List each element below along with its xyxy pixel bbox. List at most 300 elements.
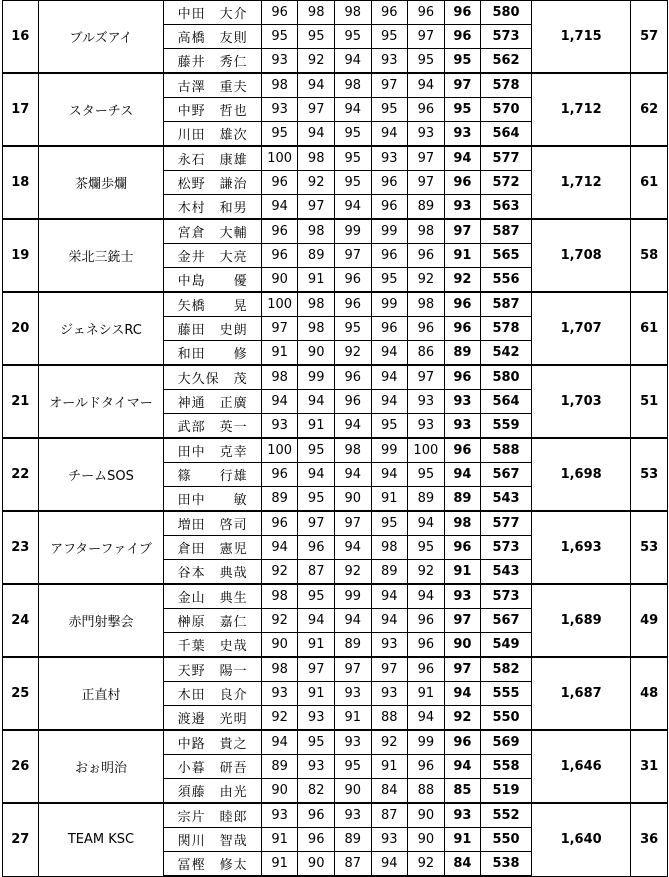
- shooter-total: 582: [481, 657, 532, 682]
- team-name: オールドタイマー: [38, 365, 164, 438]
- series-score: 93: [371, 49, 408, 74]
- series-score: 94: [261, 195, 298, 220]
- shooter-name: 小暮 研吾: [164, 755, 261, 779]
- shooter-name: 松野 謙治: [164, 171, 261, 195]
- series-score: 93: [261, 98, 298, 122]
- series-score: 91: [261, 852, 298, 877]
- table-row: [3, 219, 668, 244]
- series-score: 90: [298, 341, 335, 366]
- shooter-name: 藤田 史朗: [164, 317, 261, 341]
- series-score: 98: [334, 438, 371, 463]
- shooter-name: 田中 敏: [164, 487, 261, 512]
- team-rank: 18: [3, 146, 39, 219]
- shooter-total: 564: [481, 122, 532, 147]
- table-row: [3, 438, 668, 463]
- series-score: 96: [334, 268, 371, 293]
- shooter-name: 木田 良介: [164, 682, 261, 706]
- series-score: 100: [261, 292, 298, 317]
- table-row: [3, 730, 668, 755]
- series-score: 93: [334, 682, 371, 706]
- team-name: スターチス: [38, 73, 164, 146]
- series-score: 97: [408, 171, 445, 195]
- table-row: [3, 803, 668, 828]
- team-rank: 23: [3, 511, 39, 584]
- inner-ten-count: 62: [631, 73, 668, 146]
- table-row: [3, 73, 668, 98]
- series-score: 99: [334, 219, 371, 244]
- series-score: 95: [371, 511, 408, 536]
- series-score: 95: [371, 98, 408, 122]
- series-score: 93: [298, 755, 335, 779]
- series-score: 96: [334, 365, 371, 390]
- series-score: 90: [298, 852, 335, 877]
- final-series-score: 97: [444, 657, 481, 682]
- series-score: 95: [408, 463, 445, 487]
- series-score: 95: [334, 25, 371, 49]
- final-series-score: 91: [444, 560, 481, 585]
- series-score: 96: [261, 511, 298, 536]
- series-score: 84: [371, 779, 408, 804]
- series-score: 97: [408, 365, 445, 390]
- final-series-score: 93: [444, 122, 481, 147]
- series-score: 92: [408, 268, 445, 293]
- shooter-total: 587: [481, 219, 532, 244]
- series-score: 93: [371, 828, 408, 852]
- shooter-total: 519: [481, 779, 532, 804]
- final-series-score: 96: [444, 365, 481, 390]
- shooter-total: 562: [481, 49, 532, 74]
- shooter-name: 関川 智哉: [164, 828, 261, 852]
- shooter-total: 580: [481, 0, 532, 25]
- series-score: 97: [334, 511, 371, 536]
- series-score: 96: [334, 390, 371, 414]
- series-score: 93: [334, 730, 371, 755]
- series-score: 94: [298, 463, 335, 487]
- shooter-total: 556: [481, 268, 532, 293]
- series-score: 94: [334, 463, 371, 487]
- series-score: 94: [334, 195, 371, 220]
- team-name: TEAM KSC: [38, 803, 164, 876]
- series-score: 94: [334, 98, 371, 122]
- final-series-score: 92: [444, 268, 481, 293]
- series-score: 94: [408, 511, 445, 536]
- series-score: 95: [371, 414, 408, 439]
- final-series-score: 94: [444, 682, 481, 706]
- series-score: 100: [408, 438, 445, 463]
- series-score: 95: [371, 268, 408, 293]
- team-total: 1,712: [531, 73, 630, 146]
- series-score: 94: [371, 390, 408, 414]
- final-series-score: 91: [444, 244, 481, 268]
- series-score: 97: [261, 317, 298, 341]
- shooter-name: 高橋 友則: [164, 25, 261, 49]
- shooter-total: 543: [481, 487, 532, 512]
- final-series-score: 96: [444, 317, 481, 341]
- series-score: 94: [408, 706, 445, 731]
- series-score: 96: [408, 98, 445, 122]
- series-score: 91: [408, 682, 445, 706]
- series-score: 99: [371, 438, 408, 463]
- shooter-name: 金山 典生: [164, 584, 261, 609]
- shooter-name: 宗片 睦郎: [164, 803, 261, 828]
- shooter-name: 千葉 史哉: [164, 633, 261, 658]
- shooter-total: 577: [481, 146, 532, 171]
- series-score: 96: [408, 657, 445, 682]
- series-score: 90: [408, 803, 445, 828]
- final-series-score: 94: [444, 463, 481, 487]
- final-series-score: 90: [444, 633, 481, 658]
- final-series-score: 93: [444, 414, 481, 439]
- series-score: 96: [408, 633, 445, 658]
- series-score: 93: [408, 390, 445, 414]
- series-score: 94: [408, 584, 445, 609]
- table-row: [3, 146, 668, 171]
- series-score: 98: [408, 292, 445, 317]
- team-name: 茶爛歩爛: [38, 146, 164, 219]
- series-score: 98: [371, 536, 408, 560]
- series-score: 94: [371, 852, 408, 877]
- shooter-total: 569: [481, 730, 532, 755]
- shooter-name: 藤井 秀仁: [164, 49, 261, 74]
- shooter-name: 中田 大介: [164, 0, 261, 25]
- results-body: [3, 0, 668, 876]
- series-score: 94: [371, 609, 408, 633]
- team-name: 栄北三銃士: [38, 219, 164, 292]
- shooter-name: 大久保 茂: [164, 365, 261, 390]
- shooter-total: 567: [481, 463, 532, 487]
- series-score: 91: [261, 341, 298, 366]
- series-score: 92: [261, 706, 298, 731]
- team-name: 赤門射撃会: [38, 584, 164, 657]
- shooter-name: 木村 和男: [164, 195, 261, 220]
- series-score: 98: [261, 584, 298, 609]
- series-score: 94: [334, 609, 371, 633]
- series-score: 95: [298, 487, 335, 512]
- table-row: [3, 584, 668, 609]
- team-rank: 17: [3, 73, 39, 146]
- series-score: 99: [334, 584, 371, 609]
- final-series-score: 93: [444, 195, 481, 220]
- shooter-name: 中島 優: [164, 268, 261, 293]
- shooter-name: 倉田 憲児: [164, 536, 261, 560]
- series-score: 95: [334, 317, 371, 341]
- final-series-score: 96: [444, 730, 481, 755]
- series-score: 89: [261, 487, 298, 512]
- series-score: 94: [334, 49, 371, 74]
- series-score: 94: [371, 365, 408, 390]
- table-row: [3, 657, 668, 682]
- final-series-score: 89: [444, 487, 481, 512]
- shooter-name: 中路 貴之: [164, 730, 261, 755]
- series-score: 99: [298, 365, 335, 390]
- series-score: 93: [371, 146, 408, 171]
- final-series-score: 96: [444, 438, 481, 463]
- shooter-name: 和田 修: [164, 341, 261, 366]
- shooter-total: 565: [481, 244, 532, 268]
- shooter-total: 564: [481, 390, 532, 414]
- series-score: 95: [298, 25, 335, 49]
- series-score: 94: [408, 73, 445, 98]
- shooter-total: 550: [481, 828, 532, 852]
- series-score: 97: [371, 657, 408, 682]
- inner-ten-count: 51: [631, 365, 668, 438]
- team-name: おぉ明治: [38, 730, 164, 803]
- series-score: 97: [371, 73, 408, 98]
- series-score: 98: [261, 657, 298, 682]
- series-score: 92: [334, 560, 371, 585]
- shooter-total: 588: [481, 438, 532, 463]
- series-score: 97: [334, 657, 371, 682]
- series-score: 98: [334, 73, 371, 98]
- series-score: 94: [371, 341, 408, 366]
- series-score: 90: [261, 779, 298, 804]
- inner-ten-count: 31: [631, 730, 668, 803]
- series-score: 96: [408, 609, 445, 633]
- series-score: 89: [334, 828, 371, 852]
- series-score: 95: [298, 584, 335, 609]
- series-score: 95: [371, 25, 408, 49]
- shooter-name: 篠 行雄: [164, 463, 261, 487]
- series-score: 100: [261, 438, 298, 463]
- inner-ten-count: 53: [631, 438, 668, 511]
- shooter-total: 542: [481, 341, 532, 366]
- shooter-name: 榊原 嘉仁: [164, 609, 261, 633]
- final-series-score: 97: [444, 73, 481, 98]
- shooter-name: 古澤 重夫: [164, 73, 261, 98]
- series-score: 91: [261, 828, 298, 852]
- series-score: 92: [298, 49, 335, 74]
- series-score: 97: [298, 511, 335, 536]
- series-score: 93: [298, 706, 335, 731]
- series-score: 96: [298, 536, 335, 560]
- series-score: 96: [371, 195, 408, 220]
- series-score: 96: [408, 755, 445, 779]
- team-name: チームSOS: [38, 438, 164, 511]
- team-name: アフターファイブ: [38, 511, 164, 584]
- series-score: 98: [298, 146, 335, 171]
- series-score: 90: [334, 779, 371, 804]
- series-score: 95: [334, 755, 371, 779]
- shooter-total: 550: [481, 706, 532, 731]
- shooter-name: 谷本 典哉: [164, 560, 261, 585]
- series-score: 93: [261, 49, 298, 74]
- inner-ten-count: 36: [631, 803, 668, 876]
- series-score: 91: [334, 706, 371, 731]
- final-series-score: 96: [444, 292, 481, 317]
- shooter-total: 578: [481, 317, 532, 341]
- series-score: 94: [334, 414, 371, 439]
- series-score: 89: [261, 755, 298, 779]
- final-series-score: 95: [444, 49, 481, 74]
- shooter-total: 573: [481, 584, 532, 609]
- final-series-score: 96: [444, 536, 481, 560]
- team-total: 1,687: [531, 657, 630, 730]
- inner-ten-count: 53: [631, 511, 668, 584]
- series-score: 91: [298, 682, 335, 706]
- series-score: 95: [408, 49, 445, 74]
- series-score: 92: [408, 852, 445, 877]
- series-score: 92: [408, 560, 445, 585]
- shooter-name: 田中 克幸: [164, 438, 261, 463]
- inner-ten-count: 61: [631, 146, 668, 219]
- series-score: 94: [371, 584, 408, 609]
- table-row: [3, 0, 668, 25]
- shooter-name: 神通 正廣: [164, 390, 261, 414]
- series-score: 93: [408, 414, 445, 439]
- team-total: 1,698: [531, 438, 630, 511]
- final-series-score: 95: [444, 98, 481, 122]
- series-score: 99: [371, 292, 408, 317]
- series-score: 87: [371, 803, 408, 828]
- final-series-score: 85: [444, 779, 481, 804]
- final-series-score: 96: [444, 25, 481, 49]
- team-total: 1,693: [531, 511, 630, 584]
- series-score: 89: [371, 560, 408, 585]
- series-score: 91: [298, 633, 335, 658]
- final-series-score: 92: [444, 706, 481, 731]
- series-score: 97: [334, 244, 371, 268]
- team-total: 1,703: [531, 365, 630, 438]
- final-series-score: 93: [444, 584, 481, 609]
- team-rank: 19: [3, 219, 39, 292]
- inner-ten-count: 61: [631, 292, 668, 365]
- series-score: 82: [298, 779, 335, 804]
- team-total: 1,712: [531, 146, 630, 219]
- series-score: 93: [408, 122, 445, 147]
- series-score: 92: [261, 560, 298, 585]
- series-score: 98: [298, 292, 335, 317]
- shooter-name: 冨樫 修太: [164, 852, 261, 877]
- shooter-total: 570: [481, 98, 532, 122]
- team-rank: 16: [3, 0, 39, 73]
- series-score: 94: [371, 463, 408, 487]
- shooter-name: 永石 康雄: [164, 146, 261, 171]
- final-series-score: 97: [444, 219, 481, 244]
- series-score: 94: [298, 122, 335, 147]
- team-total: 1,715: [531, 0, 630, 73]
- shooter-total: 549: [481, 633, 532, 658]
- series-score: 89: [298, 244, 335, 268]
- team-rank: 27: [3, 803, 39, 876]
- final-series-score: 98: [444, 511, 481, 536]
- series-score: 95: [334, 122, 371, 147]
- series-score: 89: [408, 487, 445, 512]
- shooter-total: 563: [481, 195, 532, 220]
- team-rank: 25: [3, 657, 39, 730]
- series-score: 96: [334, 292, 371, 317]
- series-score: 96: [261, 171, 298, 195]
- series-score: 98: [298, 219, 335, 244]
- series-score: 94: [298, 609, 335, 633]
- shooter-total: 573: [481, 25, 532, 49]
- shooter-total: 559: [481, 414, 532, 439]
- shooter-total: 573: [481, 536, 532, 560]
- series-score: 93: [371, 633, 408, 658]
- series-score: 98: [298, 0, 335, 25]
- series-score: 91: [298, 268, 335, 293]
- shooter-name: 増田 啓司: [164, 511, 261, 536]
- series-score: 95: [261, 122, 298, 147]
- series-score: 92: [334, 341, 371, 366]
- series-score: 96: [408, 244, 445, 268]
- series-score: 93: [334, 803, 371, 828]
- shooter-total: 543: [481, 560, 532, 585]
- series-score: 91: [371, 755, 408, 779]
- final-series-score: 93: [444, 390, 481, 414]
- team-rank: 20: [3, 292, 39, 365]
- final-series-score: 91: [444, 828, 481, 852]
- shooter-name: 天野 陽一: [164, 657, 261, 682]
- team-name: ジェネシスRC: [38, 292, 164, 365]
- team-rank: 21: [3, 365, 39, 438]
- series-score: 95: [298, 438, 335, 463]
- shooter-total: 555: [481, 682, 532, 706]
- series-score: 96: [261, 0, 298, 25]
- series-score: 92: [261, 609, 298, 633]
- series-score: 96: [408, 317, 445, 341]
- series-score: 91: [371, 487, 408, 512]
- team-total: 1,689: [531, 584, 630, 657]
- series-score: 89: [408, 195, 445, 220]
- shooter-name: 宮倉 大輔: [164, 219, 261, 244]
- series-score: 98: [334, 0, 371, 25]
- series-score: 96: [261, 219, 298, 244]
- series-score: 94: [298, 73, 335, 98]
- series-score: 90: [408, 828, 445, 852]
- series-score: 87: [298, 560, 335, 585]
- team-rank: 22: [3, 438, 39, 511]
- shooter-name: 中野 哲也: [164, 98, 261, 122]
- shooter-total: 567: [481, 609, 532, 633]
- series-score: 93: [261, 414, 298, 439]
- series-score: 99: [408, 730, 445, 755]
- final-series-score: 94: [444, 755, 481, 779]
- shooter-total: 538: [481, 852, 532, 877]
- final-series-score: 96: [444, 171, 481, 195]
- series-score: 96: [261, 244, 298, 268]
- series-score: 96: [371, 171, 408, 195]
- series-score: 96: [408, 0, 445, 25]
- team-total: 1,708: [531, 219, 630, 292]
- series-score: 94: [371, 122, 408, 147]
- series-score: 96: [371, 244, 408, 268]
- series-score: 97: [298, 657, 335, 682]
- series-score: 96: [298, 803, 335, 828]
- series-score: 91: [298, 414, 335, 439]
- series-score: 96: [371, 0, 408, 25]
- series-score: 94: [334, 536, 371, 560]
- series-score: 94: [261, 536, 298, 560]
- series-score: 89: [334, 633, 371, 658]
- team-results-table: [2, 0, 668, 877]
- series-score: 96: [371, 317, 408, 341]
- series-score: 88: [371, 706, 408, 731]
- table-row: [3, 292, 668, 317]
- series-score: 94: [261, 390, 298, 414]
- shooter-total: 578: [481, 73, 532, 98]
- series-score: 92: [371, 730, 408, 755]
- series-score: 93: [261, 682, 298, 706]
- shooter-total: 577: [481, 511, 532, 536]
- series-score: 95: [408, 536, 445, 560]
- series-score: 97: [298, 195, 335, 220]
- series-score: 95: [298, 730, 335, 755]
- final-series-score: 97: [444, 609, 481, 633]
- shooter-name: 川田 雄次: [164, 122, 261, 147]
- series-score: 95: [334, 146, 371, 171]
- inner-ten-count: 49: [631, 584, 668, 657]
- shooter-total: 587: [481, 292, 532, 317]
